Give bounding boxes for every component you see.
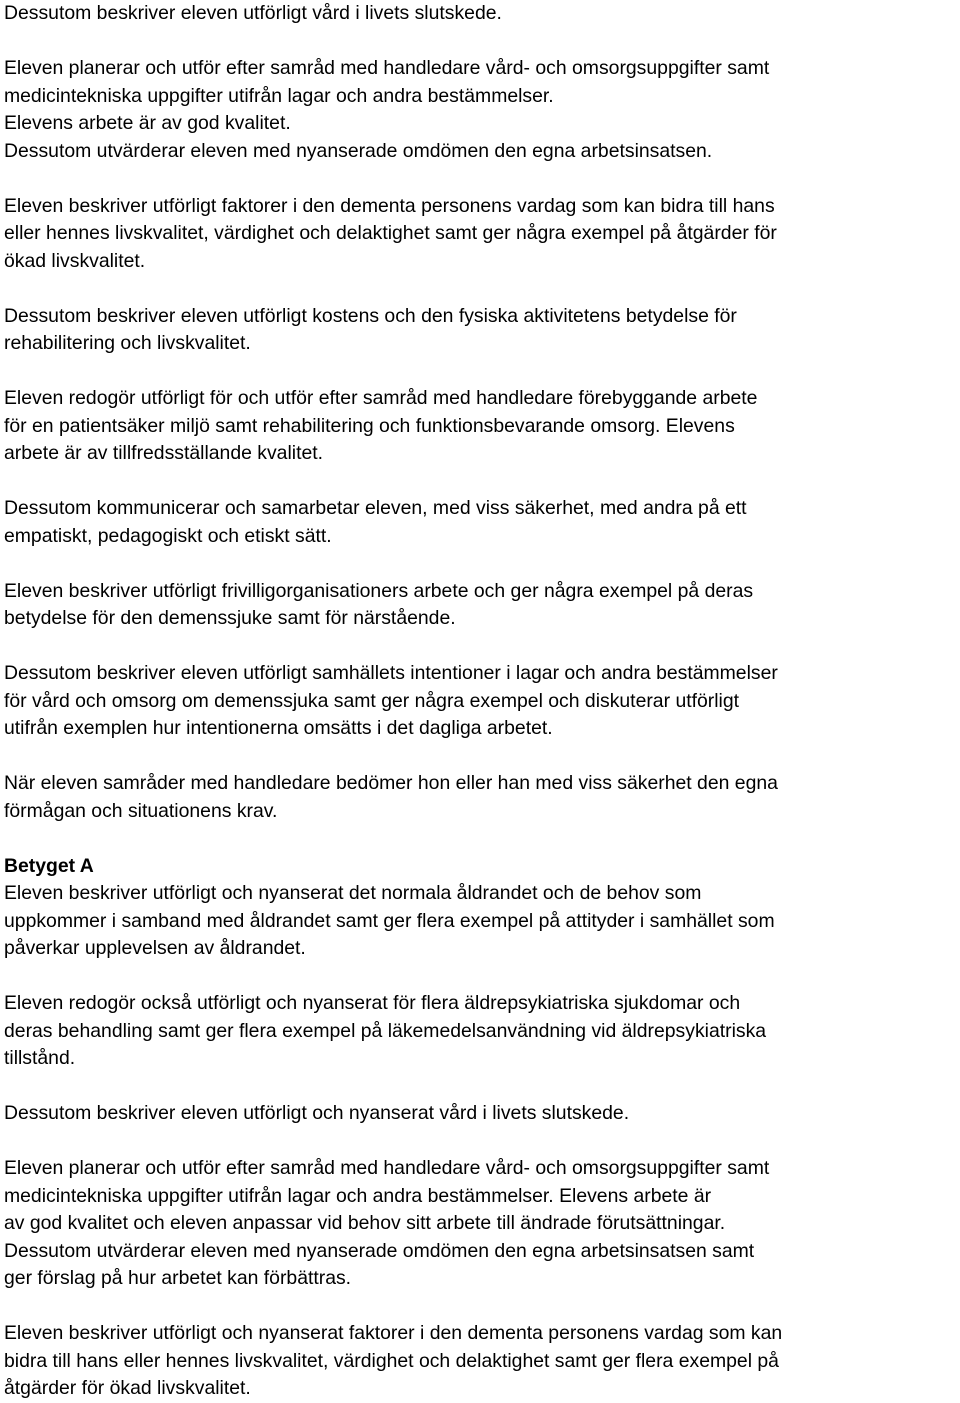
text-line: arbete är av tillfredsställande kvalitet.	[4, 442, 324, 464]
paragraph-spacer	[4, 468, 956, 496]
text-line: Eleven beskriver utförligt och nyanserat faktorer i den dementa personens vardag som kan	[4, 1322, 783, 1344]
text-line: tillstånd.	[4, 1047, 76, 1069]
text-line: Dessutom utvärderar eleven med nyanserade omdömen den egna arbetsinsatsen samt	[4, 1239, 755, 1262]
paragraph	[4, 193, 956, 276]
paragraph-spacer	[4, 28, 956, 56]
text-line: När eleven samråder med handledare bedömer hon eller han med viss säkerhet den egna	[4, 772, 778, 794]
text-line: för en patientsäker miljö samt rehabilitering och funktionsbevarande omsorg. Elevens	[4, 414, 735, 437]
paragraph	[4, 495, 956, 550]
paragraph	[4, 578, 956, 633]
text-line: Dessutom beskriver eleven utförligt kostens och den fysiska aktivitetens betydelse för	[4, 304, 737, 327]
paragraph	[4, 385, 956, 468]
text-line: Eleven beskriver utförligt och nyanserat det normala åldrandet och de behov som	[4, 882, 702, 904]
text-line: Eleven planerar och utför efter samråd med handledare vård- och omsorgsuppgifter samt	[4, 57, 770, 79]
text-line: Eleven redogör också utförligt och nyanserat för flera äldrepsykiatriska sjukdomar och	[4, 992, 741, 1014]
text-line: rehabilitering och livskvalitet.	[4, 332, 251, 354]
text-line: medicintekniska uppgifter utifrån lagar och andra bestämmelser. Elevens arbete är	[4, 1184, 712, 1207]
paragraph-spacer	[4, 358, 956, 386]
paragraph-spacer	[4, 963, 956, 991]
text-line: påverkar upplevelsen av åldrandet.	[4, 937, 306, 959]
paragraph-spacer	[4, 165, 956, 193]
document-body	[4, 0, 956, 1403]
paragraph-spacer	[4, 1293, 956, 1321]
text-line: bidra till hans eller hennes livskvalitet, värdighet och delaktighet samt ger flera exempel på	[4, 1349, 779, 1372]
text-line: Elevens arbete är av god kvalitet.	[4, 112, 291, 134]
text-line: empatiskt, pedagogiskt och etiskt sätt.	[4, 524, 332, 547]
text-line: Dessutom utvärderar eleven med nyanserade omdömen den egna arbetsinsatsen.	[4, 139, 713, 162]
text-line: ger förslag på hur arbetet kan förbättras.	[4, 1267, 352, 1289]
text-line: av god kvalitet och eleven anpassar vid behov sitt arbete till ändrade förutsättningar.	[4, 1212, 726, 1234]
text-line: Eleven redogör utförligt för och utför efter samråd med handledare förebyggande arbete	[4, 387, 758, 409]
text-line: Dessutom kommunicerar och samarbetar eleven, med viss säkerhet, med andra på ett	[4, 497, 747, 519]
paragraph	[4, 660, 956, 743]
text-line: Dessutom beskriver eleven utförligt vård i livets slutskede.	[4, 2, 502, 24]
text-line: uppkommer i samband med åldrandet samt ger flera exempel på attityder i samhället som	[4, 909, 775, 932]
paragraph	[4, 303, 956, 358]
paragraph-spacer	[4, 275, 956, 303]
paragraph	[4, 1320, 956, 1403]
paragraph	[4, 55, 956, 165]
paragraph-spacer	[4, 1128, 956, 1156]
paragraph	[4, 1155, 956, 1293]
paragraph-spacer	[4, 633, 956, 661]
paragraph	[4, 770, 956, 825]
text-line: medicintekniska uppgifter utifrån lagar och andra bestämmelser.	[4, 84, 554, 107]
paragraph-spacer	[4, 825, 956, 853]
text-line: Eleven planerar och utför efter samråd med handledare vård- och omsorgsuppgifter samt	[4, 1157, 770, 1179]
paragraph-spacer	[4, 743, 956, 771]
paragraph-spacer	[4, 550, 956, 578]
text-line: Dessutom beskriver eleven utförligt samhällets intentioner i lagar och andra bestämmelser	[4, 662, 778, 684]
text-line: eller hennes livskvalitet, värdighet och delaktighet samt ger några exempel på åtgärder för	[4, 222, 777, 244]
paragraph	[4, 0, 956, 28]
text-line: Eleven beskriver utförligt frivilligorganisationers arbete och ger några exempel på deras	[4, 579, 754, 602]
grade-section	[4, 853, 956, 963]
text-line: Dessutom beskriver eleven utförligt och nyanserat vård i livets slutskede.	[4, 1102, 630, 1124]
paragraph	[4, 1100, 956, 1128]
text-line: deras behandling samt ger flera exempel på läkemedelsanvändning vid äldrepsykiatriska	[4, 1019, 767, 1042]
text-line: åtgärder för ökad livskvalitet.	[4, 1377, 251, 1399]
text-line: för vård och omsorg om demenssjuka samt ger några exempel och diskuterar utförligt	[4, 689, 740, 712]
text-line: Eleven beskriver utförligt faktorer i den dementa personens vardag som kan bidra till hans	[4, 194, 775, 217]
text-line: förmågan och situationens krav.	[4, 799, 278, 822]
text-line: ökad livskvalitet.	[4, 249, 146, 272]
text-line: utifrån exemplen hur intentionerna omsätts i det dagliga arbetet.	[4, 717, 553, 739]
section-heading: Betyget A	[4, 854, 94, 877]
paragraph	[4, 990, 956, 1073]
paragraph-spacer	[4, 1073, 956, 1101]
text-line: betydelse för den demenssjuke samt för närstående.	[4, 607, 456, 629]
